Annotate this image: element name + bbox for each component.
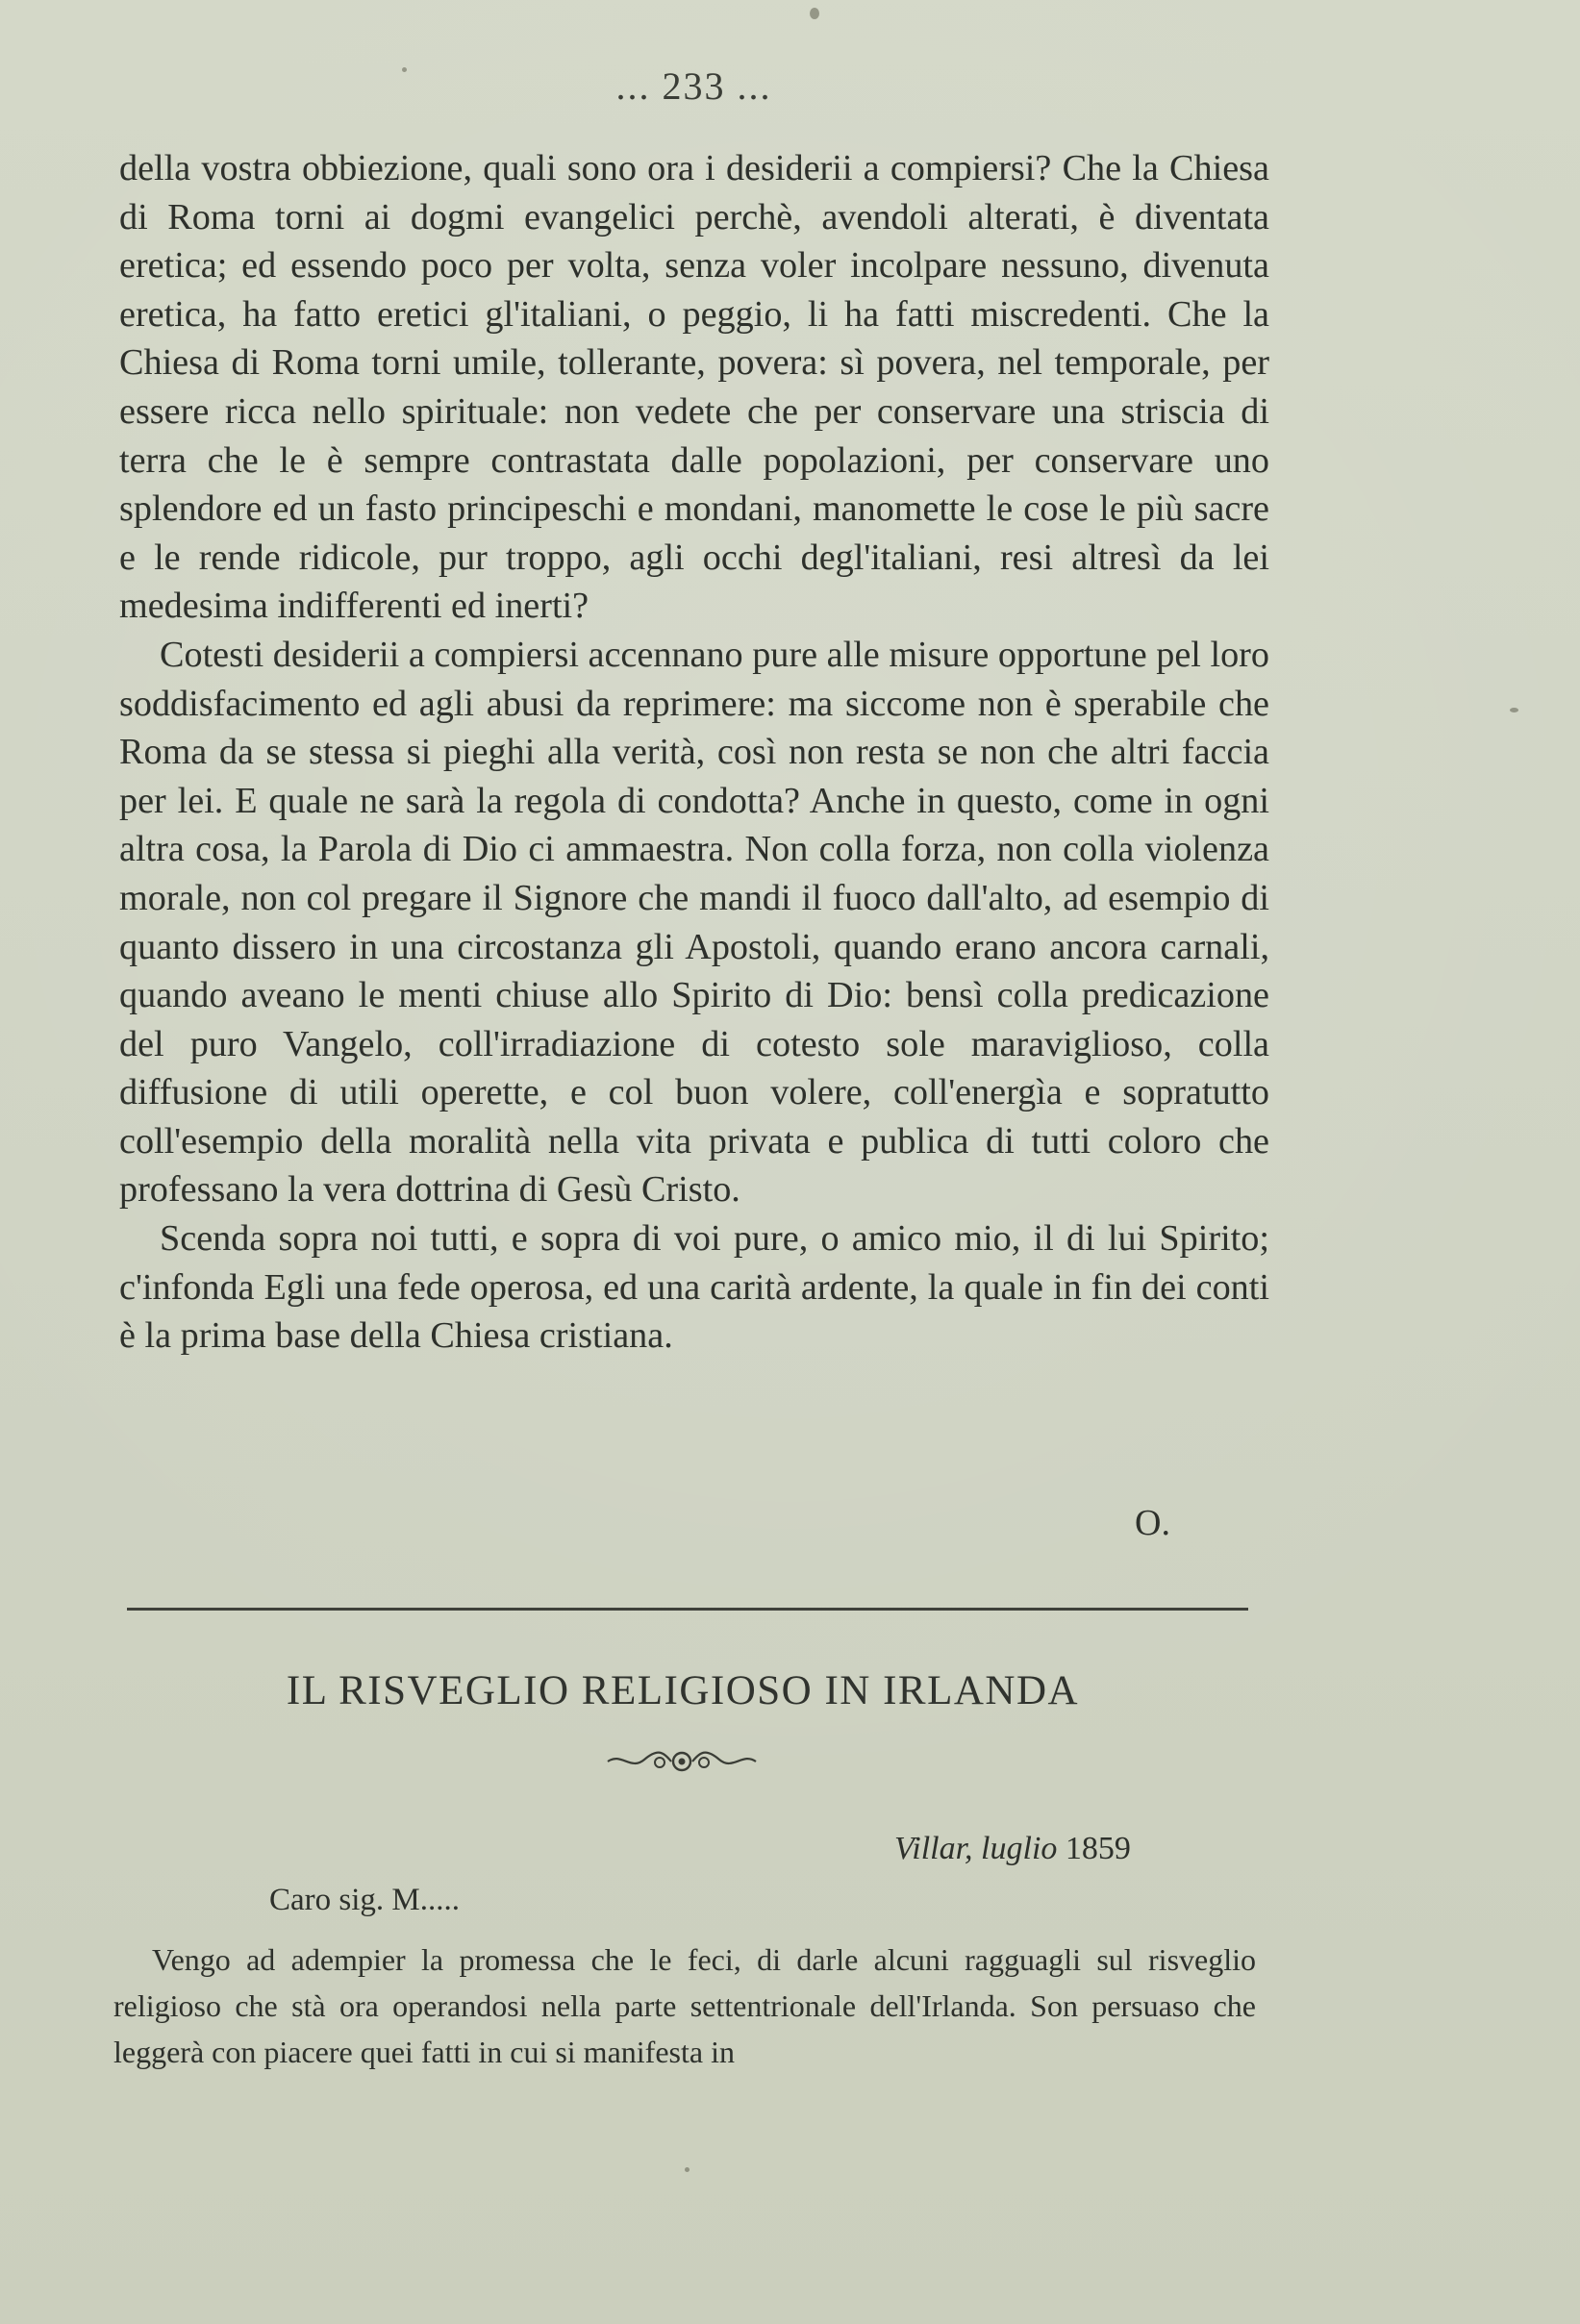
letter-paragraph: Vengo ad adempier la promessa che le feci, di darle alcuni ragguagli sul risveglio religioso che stà ora operandosi nella parte settentrionale dell'Irlanda. Son persuaso che leggerà con piacere quei fatti in cui si manifesta in xyxy=(113,1942,1256,2069)
ink-speck xyxy=(685,2167,690,2172)
author-signature: O. xyxy=(1135,1503,1170,1543)
article-title: IL RISVEGLIO RELIGIOSO IN IRLANDA xyxy=(286,1668,1080,1713)
section-divider-rule xyxy=(127,1608,1248,1611)
body-paragraph: Cotesti desiderii a compiersi accennano pure alle misure opportune pel loro soddisfacimento ed agli abusi da reprimere: ma siccome non è sperabile che Roma da se stessa si pieghi alla verità, così non resta se non che altri faccia per lei. E quale ne sarà la regola di condotta? Anche in questo, come in ogni altra cosa, la Parola di Dio ci ammaestra. Non colla forza, non colla violenza morale, non col pregare il Signore che mandi il fuoco dall'alto, ad esempio di quanto dissero in una circostanza gli Apostoli, quando erano ancora carnali, quando aveano le menti chiuse allo Spirito di Dio: bensì colla predicazione del puro Vangelo, coll'irradiazione di cotesto sole maraviglioso, colla diffusione di utili operette, e col buon volere, coll'energìa e sopratutto coll'esempio della moralità nella vita privata e publica di tutti coloro che professano la vera dottrina di Gesù Cristo. xyxy=(119,634,1269,1211)
letter-dateline xyxy=(894,1831,1131,1867)
dateline-year: 1859 xyxy=(1065,1831,1131,1866)
main-body-text xyxy=(119,144,1269,1361)
letter-salutation: Caro sig. M..... xyxy=(269,1883,460,1917)
ornament-flourish-icon xyxy=(604,1746,760,1775)
dateline-place: Villar, luglio xyxy=(894,1831,1058,1866)
ink-speck xyxy=(810,8,819,19)
page-number: ... 233 ... xyxy=(615,64,772,108)
letter-body-text xyxy=(113,1937,1256,2075)
body-paragraph: Scenda sopra noi tutti, e sopra di voi pure, o amico mio, il di lui Spirito; c'infonda Egli una fede operosa, ed una carità ardente, la quale in fin dei conti è la prima base della Chiesa cristiana. xyxy=(119,1218,1269,1357)
body-paragraph: della vostra obbiezione, quali sono ora i desiderii a compiersi? Che la Chiesa di Roma torni ai dogmi evangelici perchè, avendoli alterati, è diventata eretica; ed essendo poco per volta, senza voler incolpare nessuno, divenuta eretica, ha fatto eretici gl'italiani, o peggio, li ha fatti miscredenti. Che la Chiesa di Roma torni umile, tollerante, povera: sì povera, nel temporale, per essere ricca nello spirituale: non vedete che per conservare una striscia di terra che le è sempre contrastata dalle popolazioni, per conservare uno splendore ed un fasto principeschi e mondani, manomette le cose le più sacre e le rende ridicole, pur troppo, agli occhi degl'italiani, resi altresì da lei medesima indifferenti ed inerti? xyxy=(119,148,1269,627)
ink-speck xyxy=(1510,708,1518,712)
